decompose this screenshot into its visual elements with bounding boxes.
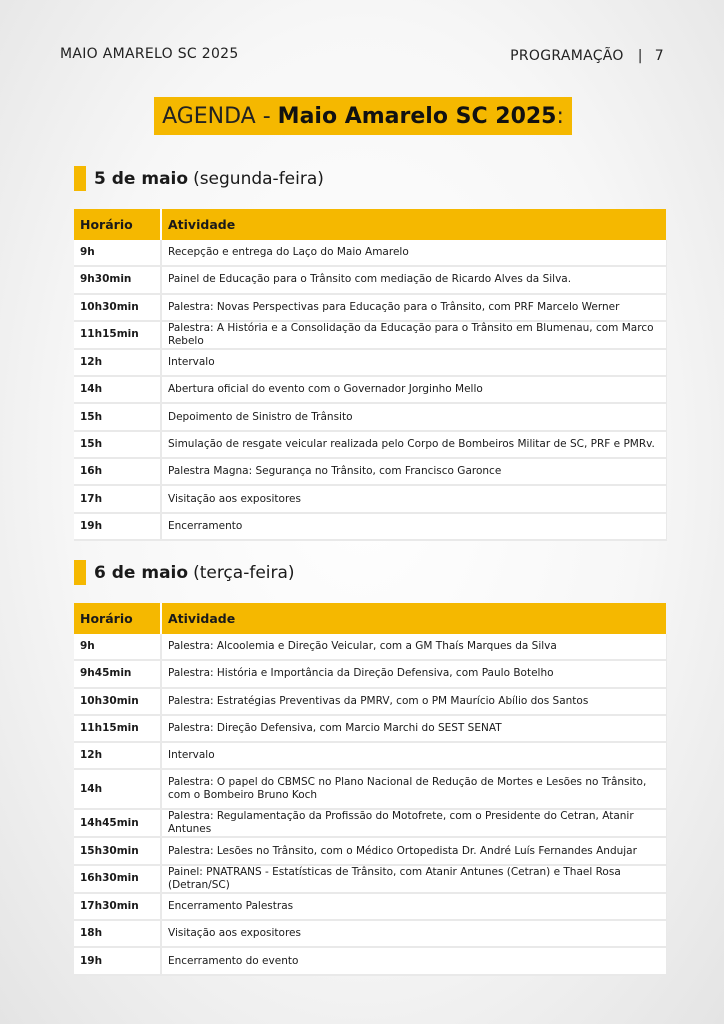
page-number: 7 xyxy=(654,48,664,64)
activity-cell: Encerramento do evento xyxy=(161,947,666,974)
activity-cell: Visitação aos expositores xyxy=(161,920,666,947)
table-row xyxy=(74,769,666,809)
time-cell: 19h xyxy=(74,947,161,974)
table-row xyxy=(74,660,666,687)
agenda-title-suffix: : xyxy=(556,103,564,129)
time-cell: 10h30min xyxy=(74,688,161,715)
table-row xyxy=(74,403,666,430)
header-separator: | xyxy=(637,48,643,64)
section-page-indicator xyxy=(510,48,664,64)
table-row xyxy=(74,634,666,660)
time-cell: 14h45min xyxy=(74,809,161,837)
time-cell: 15h xyxy=(74,431,161,458)
table-row xyxy=(74,837,666,864)
time-cell: 9h45min xyxy=(74,660,161,687)
table-row xyxy=(74,865,666,893)
activity-cell: Painel de Educação para o Trânsito com mediação de Ricardo Alves da Silva. xyxy=(161,266,666,293)
time-cell: 17h30min xyxy=(74,893,161,920)
activity-cell: Encerramento Palestras xyxy=(161,893,666,920)
table-row xyxy=(74,947,666,974)
time-cell: 14h xyxy=(74,376,161,403)
time-cell: 16h30min xyxy=(74,865,161,893)
time-cell: 15h30min xyxy=(74,837,161,864)
table-row xyxy=(74,431,666,458)
activity-cell: Painel: PNATRANS - Estatísticas de Trânsito, com Atanir Antunes (Cetran) e Thael Rosa (Detran/SC) xyxy=(161,865,666,893)
column-header-activity: Atividade xyxy=(161,209,666,240)
activity-cell: Palestra Magna: Segurança no Trânsito, com Francisco Garonce xyxy=(161,458,666,485)
document-header-title: MAIO AMARELO SC 2025 xyxy=(60,46,239,62)
agenda-title-main: Maio Amarelo SC 2025 xyxy=(277,103,557,129)
table-row xyxy=(74,376,666,403)
time-cell: 18h xyxy=(74,920,161,947)
time-cell: 9h xyxy=(74,634,161,660)
time-cell: 10h30min xyxy=(74,294,161,321)
table-header-row xyxy=(74,209,666,240)
time-cell: 16h xyxy=(74,458,161,485)
time-cell: 17h xyxy=(74,485,161,512)
schedule-table-6-maio xyxy=(74,603,667,976)
activity-cell: Intervalo xyxy=(161,349,666,376)
agenda-title-banner xyxy=(154,97,572,135)
table-row xyxy=(74,485,666,512)
activity-cell: Depoimento de Sinistro de Trânsito xyxy=(161,403,666,430)
day-date: 5 de maio xyxy=(94,168,189,189)
heading-accent-bar xyxy=(74,560,86,585)
table-header-row xyxy=(74,603,666,634)
activity-cell: Palestra: Regulamentação da Profissão do Motofrete, com o Presidente do Cetran, Atanir Antunes xyxy=(161,809,666,837)
table-row xyxy=(74,920,666,947)
column-header-time: Horário xyxy=(74,603,161,634)
table-row xyxy=(74,513,666,540)
activity-cell: Palestra: Alcoolemia e Direção Veicular, com a GM Thaís Marques da Silva xyxy=(161,634,666,660)
table-row xyxy=(74,688,666,715)
table-row xyxy=(74,240,666,266)
activity-cell: Intervalo xyxy=(161,742,666,769)
agenda-title-prefix: AGENDA - xyxy=(162,103,271,129)
time-cell: 11h15min xyxy=(74,321,161,349)
table-row xyxy=(74,266,666,293)
activity-cell: Palestra: Lesões no Trânsito, com o Médico Ortopedista Dr. André Luís Fernandes Andujar xyxy=(161,837,666,864)
activity-cell: Palestra: A História e a Consolidação da Educação para o Trânsito em Blumenau, com Marco Rebelo xyxy=(161,321,666,349)
time-cell: 12h xyxy=(74,349,161,376)
activity-cell: Recepção e entrega do Laço do Maio Amarelo xyxy=(161,240,666,266)
activity-cell: Palestra: O papel do CBMSC no Plano Nacional de Redução de Mortes e Lesões no Trânsito, com o Bombeiro Bruno Koch xyxy=(161,769,666,809)
table-row xyxy=(74,294,666,321)
time-cell: 14h xyxy=(74,769,161,809)
column-header-activity: Atividade xyxy=(161,603,666,634)
activity-cell: Visitação aos expositores xyxy=(161,485,666,512)
day-weekday: (terça-feira) xyxy=(193,562,295,583)
activity-cell: Palestra: História e Importância da Direção Defensiva, com Paulo Botelho xyxy=(161,660,666,687)
time-cell: 12h xyxy=(74,742,161,769)
time-cell: 9h30min xyxy=(74,266,161,293)
time-cell: 19h xyxy=(74,513,161,540)
table-row xyxy=(74,809,666,837)
activity-cell: Simulação de resgate veicular realizada pelo Corpo de Bombeiros Militar de SC, PRF e PMRv. xyxy=(161,431,666,458)
day-date: 6 de maio xyxy=(94,562,189,583)
table-row xyxy=(74,349,666,376)
table-row xyxy=(74,321,666,349)
day-weekday: (segunda-feira) xyxy=(193,168,324,189)
column-header-time: Horário xyxy=(74,209,161,240)
day-heading-6-maio xyxy=(74,560,295,585)
activity-cell: Abertura oficial do evento com o Governador Jorginho Mello xyxy=(161,376,666,403)
activity-cell: Palestra: Novas Perspectivas para Educação para o Trânsito, com PRF Marcelo Werner xyxy=(161,294,666,321)
activity-cell: Palestra: Estratégias Preventivas da PMRV, com o PM Maurício Abílio dos Santos xyxy=(161,688,666,715)
activity-cell: Palestra: Direção Defensiva, com Marcio Marchi do SEST SENAT xyxy=(161,715,666,742)
schedule-table-5-maio xyxy=(74,209,667,541)
table-row xyxy=(74,715,666,742)
table-row xyxy=(74,742,666,769)
table-row xyxy=(74,893,666,920)
day-heading-5-maio xyxy=(74,166,324,191)
section-label: PROGRAMAÇÃO xyxy=(510,48,624,64)
time-cell: 11h15min xyxy=(74,715,161,742)
activity-cell: Encerramento xyxy=(161,513,666,540)
time-cell: 15h xyxy=(74,403,161,430)
heading-accent-bar xyxy=(74,166,86,191)
time-cell: 9h xyxy=(74,240,161,266)
table-row xyxy=(74,458,666,485)
